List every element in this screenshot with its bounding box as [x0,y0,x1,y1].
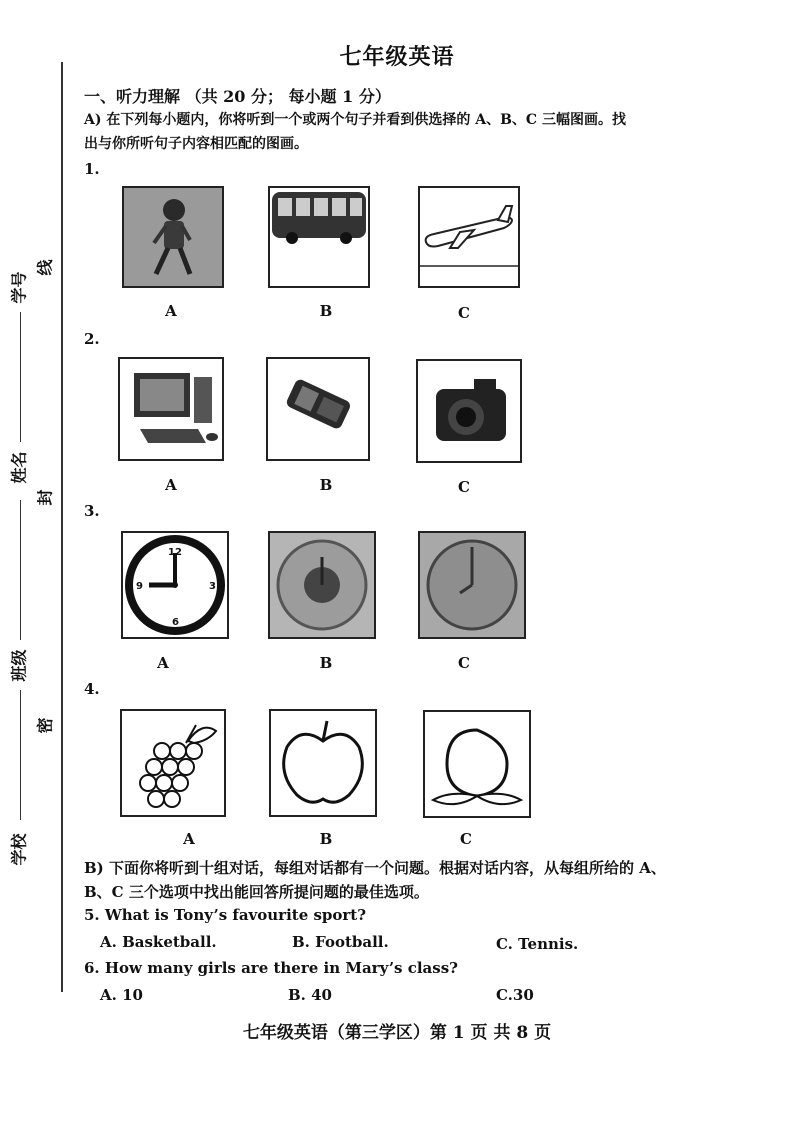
part-a-instruction-line-1: A) 在下列每小题内，你将听到一个或两个句子并看到供选择的 A、B、C 三幅图画。找 [84,112,626,128]
option-letter: B [319,476,333,494]
margin-class-label: 班级 [9,649,29,682]
answer-option[interactable]: A. 10 [100,986,143,1004]
option-letter: A [183,830,195,848]
walking-boy-icon [124,188,222,286]
page-title: 七年级英语 [339,44,455,70]
margin-school-label: 学校 [9,833,29,866]
option-image-frame[interactable] [118,357,224,461]
class-blank [20,690,21,820]
option-letter: A [165,476,177,494]
option-letter: B [319,654,333,672]
margin-secret-mark: 密 [35,717,55,734]
option-letter: A [157,654,169,672]
option-image-frame[interactable] [268,531,376,639]
option-image-frame[interactable] [416,359,522,463]
answer-option[interactable]: C.30 [496,986,534,1004]
option-image-frame[interactable] [120,709,226,817]
option-letter: C [458,654,470,672]
option-image-frame[interactable] [122,186,224,288]
margin-line-mark: 线 [35,259,55,276]
option-letter: C [460,830,472,848]
part-b-instruction-line-1: B) 下面你将听到十组对话，每组对话都有一个问题。根据对话内容，从每组所给的 A、 [84,859,666,877]
airplane-icon [420,188,518,286]
option-image-frame[interactable] [268,186,370,288]
student-number-blank [20,312,21,442]
margin-student-number-label: 学号 [9,271,29,304]
svg-text:9: 9 [136,581,143,592]
answer-option[interactable]: B. Football. [292,933,389,951]
name-blank [20,500,21,640]
question-number: 4. [84,680,100,698]
svg-text:3: 3 [209,581,216,592]
margin-rule [61,62,63,992]
option-image-frame[interactable] [418,186,520,288]
option-letter: C [458,478,470,496]
clock-icon [270,533,374,637]
option-image-frame[interactable] [121,531,229,639]
grapes-icon [122,711,224,815]
question-text: 6. How many girls are there in Mary’s class? [84,959,458,977]
option-image-frame[interactable] [269,709,377,817]
part-a-instruction-line-2: 出与你所听句子内容相匹配的图画。 [84,136,308,152]
clock-nine-icon [123,533,227,637]
peach-icon [425,712,529,816]
camera-icon [418,361,520,461]
option-letter: C [458,304,470,322]
svg-text:6: 6 [172,617,179,628]
question-number: 3. [84,502,100,520]
option-image-frame[interactable] [423,710,531,818]
question-number: 2. [84,330,100,348]
option-letter: B [319,302,333,320]
clock-icon [420,533,524,637]
mobile-phone-icon [268,359,368,459]
section-heading: 一、听力理解 （共 20 分； 每小题 1 分） [84,87,391,106]
apple-icon [271,711,375,815]
margin-name-label: 姓名 [9,451,29,484]
option-letter: B [319,830,333,848]
question-text: 5. What is Tony’s favourite sport? [84,906,367,924]
question-number: 1. [84,160,100,178]
answer-option[interactable]: B. 40 [288,986,332,1004]
part-b-instruction-line-2: B、C 三个选项中找出能回答所提问题的最佳选项。 [84,883,429,901]
margin-seal-mark: 封 [35,489,55,506]
svg-text:12: 12 [168,547,182,558]
page-footer: 七年级英语（第三学区）第 1 页 共 8 页 [242,1023,552,1043]
option-letter: A [165,302,177,320]
answer-option[interactable]: C. Tennis. [496,935,579,953]
option-image-frame[interactable] [266,357,370,461]
answer-option[interactable]: A. Basketball. [100,933,217,951]
bus-icon [270,188,368,286]
computer-icon [120,359,222,459]
option-image-frame[interactable] [418,531,526,639]
